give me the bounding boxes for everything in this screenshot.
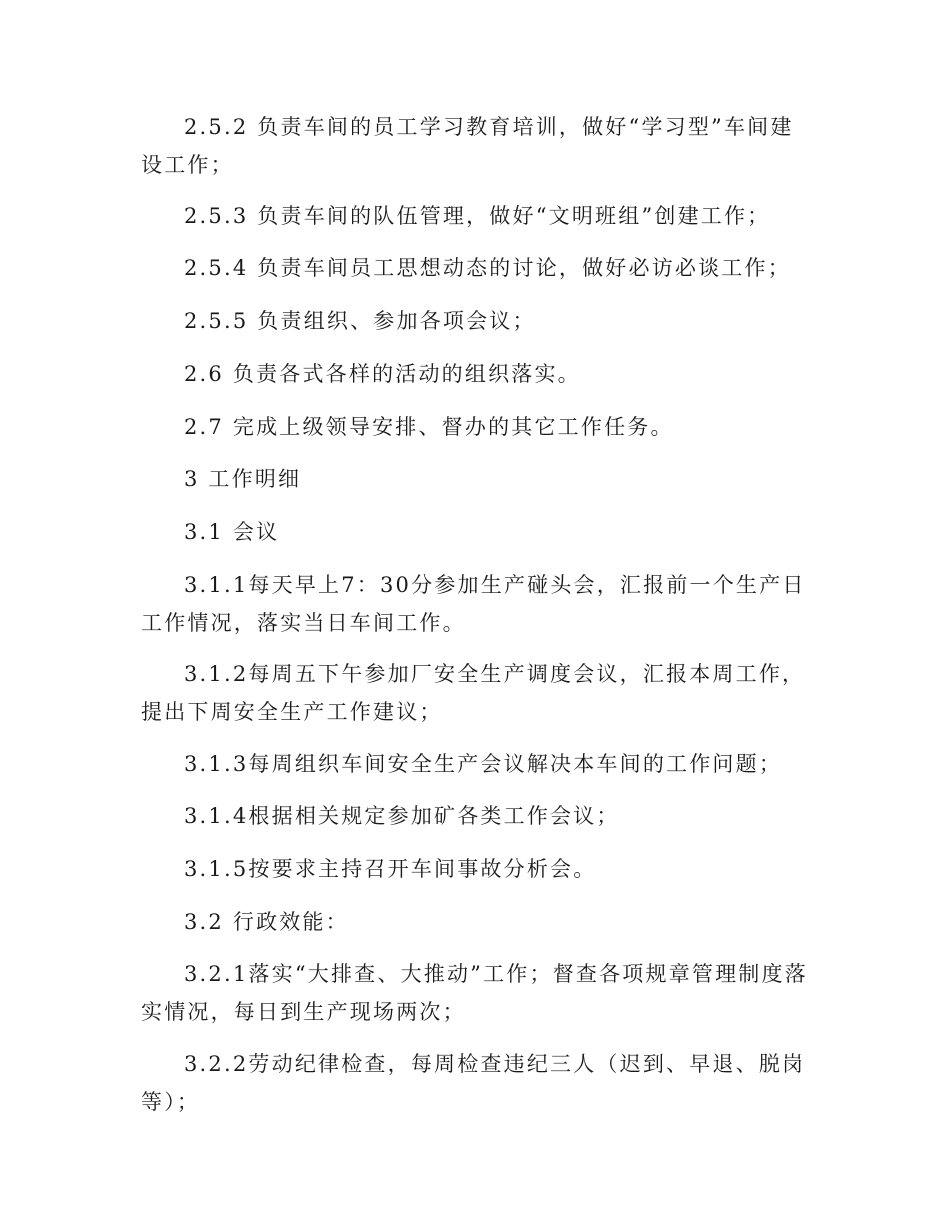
paragraph-2-5-4: 2.5.4 负责车间员工思想动态的讨论，做好必访必谈工作； [184,256,791,280]
paragraph-3-1-4: 3.1.4根据相关规定参加矿各类工作会议； [184,804,620,828]
paragraph-3-2-1: 3.2.1落实“大排查、大推动”工作；督查各项规章管理制度落实情况，每日到生产现场两次； [141,962,808,1024]
paragraph-2-5-5: 2.5.5 负责组织、参加各项会议； [184,309,536,333]
subsection-heading-3-2: 3.2 行政效能： [184,910,349,934]
paragraph-3-1-3: 3.1.3每周组织车间安全生产会议解决本车间的工作问题； [184,752,783,776]
section-heading-3: 3 工作明细 [184,467,302,491]
paragraph-2-7: 2.7 完成上级领导安排、督办的其它工作任务。 [184,415,674,439]
paragraph-2-5-3: 2.5.3 负责车间的队伍管理，做好“文明班组”创建工作； [184,204,771,228]
paragraph-3-2-2: 3.2.2劳动纪律检查，每周检查违纪三人（迟到、早退、脱岗等）； [141,1052,806,1114]
paragraph-3-1-1: 3.1.1每天早上7：30分参加生产碰头会，汇报前一个生产日工作情况，落实当日车间工作。 [141,573,806,635]
paragraph-3-1-2: 3.1.2每周五下午参加厂安全生产调度会议，汇报本周工作，提出下周安全生产工作建议； [141,662,806,724]
paragraph-2-6: 2.6 负责各式各样的活动的组织落实。 [184,362,581,386]
paragraph-3-1-5: 3.1.5按要求主持召开车间事故分析会。 [184,857,597,881]
subsection-heading-3-1: 3.1 会议 [184,520,280,544]
paragraph-2-5-2: 2.5.2 负责车间的员工学习教育培训，做好“学习型”车间建设工作； [141,115,794,177]
